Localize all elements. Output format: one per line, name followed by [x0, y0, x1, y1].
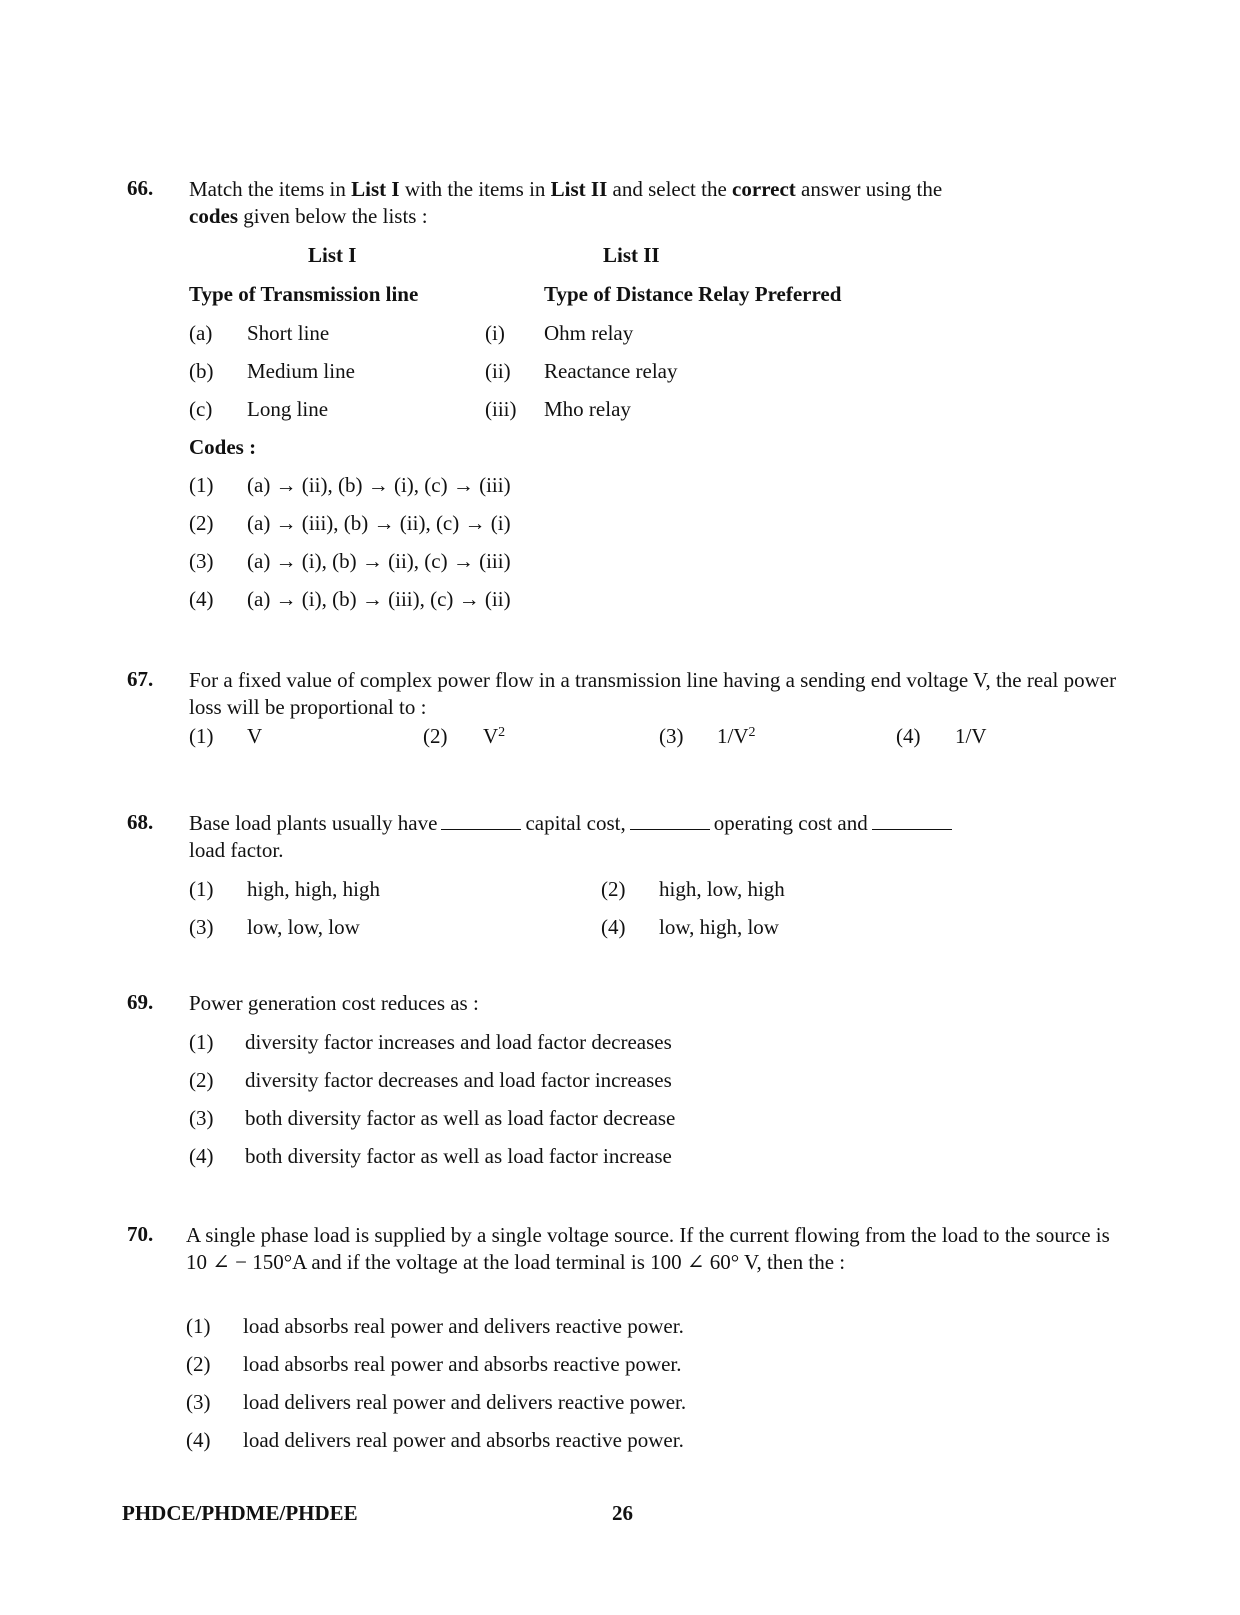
list2-value: Mho relay	[544, 397, 631, 421]
list1-heading: Type of Transmission line	[189, 282, 419, 306]
option-text: diversity factor increases and load factor decreases	[245, 1030, 672, 1054]
option-number: (2)	[601, 877, 626, 901]
option-text: (a) → (i), (b) → (ii), (c) → (iii)	[247, 549, 511, 573]
option-text: both diversity factor as well as load factor increase	[245, 1144, 672, 1168]
option-text: 1/V	[955, 724, 987, 748]
option-number: (4)	[189, 587, 214, 611]
option-text: $V^2$	[483, 724, 506, 748]
list2-key: (i)	[485, 321, 505, 345]
option-number: (1)	[189, 877, 214, 901]
question-number: 68.	[127, 810, 154, 834]
option-number: (3)	[186, 1390, 211, 1414]
option-text: load delivers real power and absorbs reactive power.	[243, 1428, 684, 1452]
blank-line	[630, 811, 710, 830]
option-number: (3)	[189, 1106, 214, 1130]
option-number: (2)	[189, 511, 214, 535]
list2-key: (ii)	[485, 359, 511, 383]
paper-code: PHDCE/PHDME/PHDEE	[122, 1501, 358, 1525]
blank-line	[441, 811, 521, 830]
option-number: (4)	[601, 915, 626, 939]
option-number: (1)	[189, 473, 214, 497]
option-text: diversity factor decreases and load factor increases	[245, 1068, 672, 1092]
option-text: (a) → (ii), (b) → (i), (c) → (iii)	[247, 473, 511, 497]
question-stem: Base load plants usually have capital cost, operating cost and load factor.	[189, 810, 1135, 864]
question-number: 67.	[127, 667, 154, 691]
question-number: 70.	[127, 1222, 154, 1246]
option-number: (3)	[189, 915, 214, 939]
option-text: load absorbs real power and delivers reactive power.	[243, 1314, 684, 1338]
question-stem: A single phase load is supplied by a single voltage source. If the current flowing from the load to the source is 10 ∠ − 150°A and if the voltage at the load terminal is 100 ∠ 60° V, then the :	[186, 1223, 1110, 1274]
option-number: (1)	[189, 1030, 214, 1054]
list1-title: List I	[308, 243, 357, 267]
option-text: both diversity factor as well as load factor decrease	[245, 1106, 676, 1130]
question-number: 69.	[127, 990, 154, 1014]
list1-value: Long line	[247, 397, 329, 421]
option-text: (a) → (i), (b) → (iii), (c) → (ii)	[247, 587, 511, 611]
list2-value: Ohm relay	[544, 321, 634, 345]
option-number: (1)	[189, 724, 214, 748]
list1-value: Medium line	[247, 359, 355, 383]
option-text: (a) → (iii), (b) → (ii), (c) → (i)	[247, 511, 511, 535]
option-number: (4)	[189, 1144, 214, 1168]
option-text: load delivers real power and delivers reactive power.	[243, 1390, 687, 1414]
question-stem: For a fixed value of complex power flow in a transmission line having a sending end voltage V, the real power loss will be proportional to :	[189, 668, 1117, 719]
question-stem: Match the items in List I with the items in List II and select the correct answer using the codes given below the lists :	[189, 177, 943, 228]
blank-line	[872, 811, 952, 830]
page-number: 26	[612, 1501, 633, 1525]
list2-value: Reactance relay	[544, 359, 678, 383]
codes-label: Codes :	[189, 435, 257, 459]
question-number: 66.	[127, 176, 154, 200]
list1-key: (c)	[189, 397, 213, 421]
option-text: high, low, high	[659, 877, 785, 901]
option-number: (2)	[423, 724, 448, 748]
option-text: low, low, low	[247, 915, 360, 939]
option-text: high, high, high	[247, 877, 381, 901]
list2-heading: Type of Distance Relay Preferred	[544, 282, 842, 306]
option-text: V	[247, 724, 263, 748]
question-stem: Power generation cost reduces as :	[189, 991, 479, 1015]
option-number: (2)	[189, 1068, 214, 1092]
option-text: $1/V^2$	[717, 724, 756, 748]
option-text: low, high, low	[659, 915, 779, 939]
option-number: (4)	[186, 1428, 211, 1452]
list1-key: (a)	[189, 321, 213, 345]
option-number: (3)	[189, 549, 214, 573]
list2-title: List II	[603, 243, 660, 267]
list1-key: (b)	[189, 359, 214, 383]
option-number: (2)	[186, 1352, 211, 1376]
option-number: (4)	[896, 724, 921, 748]
option-text: load absorbs real power and absorbs reactive power.	[243, 1352, 682, 1376]
list1-value: Short line	[247, 321, 330, 345]
option-number: (3)	[659, 724, 684, 748]
list2-key: (iii)	[485, 397, 517, 421]
option-number: (1)	[186, 1314, 211, 1338]
